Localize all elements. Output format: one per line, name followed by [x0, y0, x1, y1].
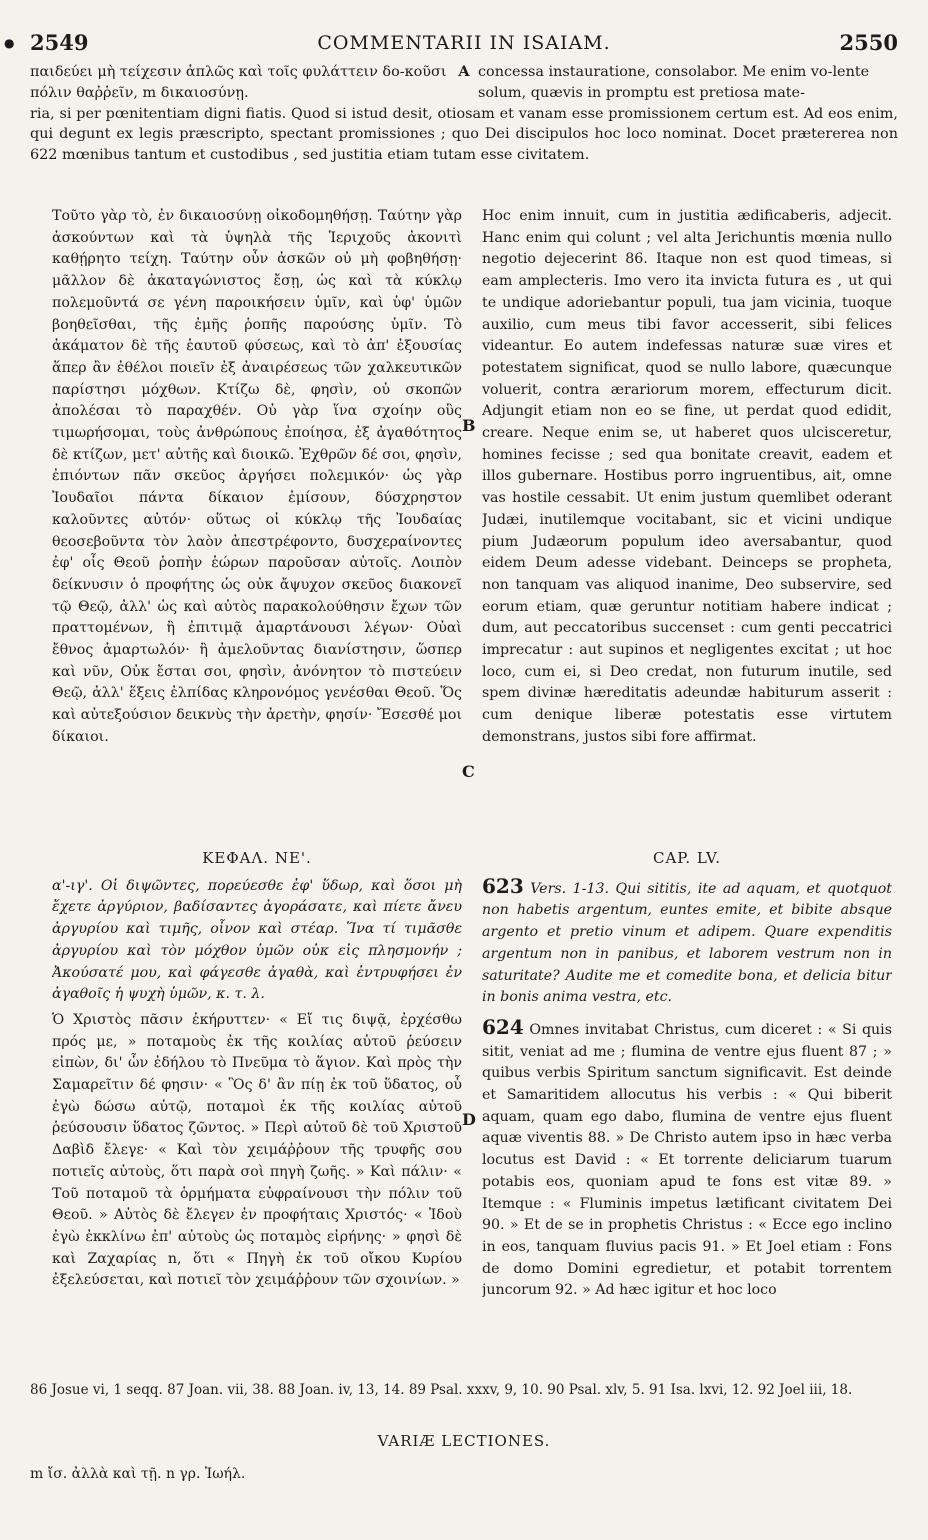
running-header [30, 30, 898, 58]
top-latin-full: ria, si per pœnitentiam digni fiatis. Quod si istud desit, otiosam et vanam esse promissionem certum est. Ad eos enim, qui degunt ex legis præscripto, spectant promissiones ; quo Dei discipulos hoc loco nominat. Docet prætererea non 622 mœnibus tantum et custodibus , sed justitia etiam tutam esse civitatem. [30, 105, 898, 164]
latin-paragraph-1: Hoc enim innuit, cum in justitia ædificaberis, adjecit. Hanc enim qui colunt ; vel alta Jerichuntis mœnia nullo negotio dejecerint 86. Itaque non est quod timeas, si eam amplecteris. Imo vero ita invicta futura es , ut qui te undique adoriebantur populi, tua jam vicinia, tuoque auxilio, cum meus tibi favor accesserit, sibi felices videantur. Eo autem indefessas naturæ suæ vires et potestatem significat, quod se nullo labore, quæcunque voluerit, contra ærariorum morem, effecturum dicit. Adjungit etiam non eo se fine, ut perdat quod edidit, creare. Neque enim se, ut haberet quos ulcisceretur, homines fecisse ; sed qua bonitate creavit, eadem et illos gubernare. Hostibus porro ingruentibus, ait, omne vas hostile cessabit. Ut enim justum quemlibet oderant Judæi, inutilemque vocitabant, sic et vicini undique pium Judæorum populum ideo aversabantur, quod eidem Deum adesse videbant. Deinceps se propheta, non tanquam vas aliquod inanime, Deo subservire, sed eorum etiam, quæ geruntur notitiam habere indicat ; dum, aut peccatoribus succenset : cum genti peccatrici imprecatur : aut supinos et negligentes excitat ; ut hoc loco, cum ei, si Deo credat, non futurum inutile, sed spem divinæ hæreditatis adeundæ habiturum asserit : cum denique liberæ potestatis esse virtutem demonstrans, justos sibi fore affirmat. [482, 208, 892, 745]
running-title: COMMENTARII IN ISAIAM. [317, 32, 611, 54]
top-latin: concessa instauratione, consolabor. Me enim vo-lente solum, quævis in promptu est pretiosa mate- [478, 64, 870, 101]
latin-column-part2 [482, 842, 892, 1372]
greek-paragraph-2: Ὁ Χριστὸς πᾶσιν ἐκήρυττεν· « Εἴ τις διψᾷ, ἐρχέσθω πρός με, » ποταμοὺς ἐκ τῆς κοιλίας αὐτοῦ ῥεύσειν εἰπὼν, δι' ὧν ἐδήλου τὸ Πνεῦμα τὸ ἅγιον. Καὶ πρὸς τὴν Σαμαρεῖτιν δέ φησιν· « Ὃς δ' ἂν πίῃ ἐκ τοῦ ὕδατος, οὗ ἐγὼ δώσω αὐτῷ, ποταμοὶ ἐκ τῆς κοιλίας αὐτοῦ ῥεύσουσιν ὕδατος ζῶντος. » Περὶ αὐτοῦ δὲ τοῦ Χριστοῦ Δαβὶδ ἔλεγε· « Καὶ τὸν χειμάῤῥουν τῆς τρυφῆς σου ποτιεῖς αὐτοὺς, ὅτι παρὰ σοὶ πηγὴ ζωῆς. » Καὶ πάλιν· « Τοῦ ποταμοῦ τὰ ὁρμήματα εὐφραίνουσι τὴν πόλιν τοῦ Θεοῦ. » Αὐτὸς δὲ ἔλεγεν ἐν προφήταις Χριστός· « Ἰδοὺ ἐγὼ ἐκκλίνω ἐπ' αὐτοὺς ὡς ποταμὸς εἰρήνης· » φησὶ δὲ καὶ Ζαχαρίας n, ὅτι « Πηγὴ ἐκ τοῦ οἴκου Κυρίου ἐξελεύσεται, καὶ ποτιεῖ τὸν χειμάῤῥουν τῶν σχοινίων. » [52, 1011, 462, 1289]
top-greek: παιδεύει μὴ τείχεσιν ἁπλῶς καὶ τοῖς φυλάττειν δο-κοῦσι πόλιν θαῤῥεῖν, m δικαιοσύνῃ. [30, 64, 447, 101]
bullet-mark: ● [4, 36, 15, 50]
section-number-623: 623 [482, 873, 524, 898]
margin-letter-a: A [458, 63, 470, 80]
latin-column-part1 [482, 206, 892, 826]
page-number-right: 2550 [839, 30, 898, 55]
latin-paragraph-2 [482, 1014, 892, 1302]
latin-verse-text: Vers. 1-13. Qui sititis, ite ad aquam, et quotquot non habetis argentum, euntes emite, et bibite absque argento et pretio vinum et adipem. Quare expenditis argentum non in panibus, et laborem vestrum non in saturitate? Audite me et comedite bona, et delicia bitur in bonis anima vestra, etc. [482, 880, 892, 1006]
margin-letter-d: D [462, 1110, 476, 1129]
greek-verse-lemma: α'-ιγ'. Οἱ διψῶντες, πορεύεσθε ἐφ' ὕδωρ, καὶ ὅσοι μὴ ἔχετε ἀργύριον, βαδίσαντες ἀγοράσατε, καὶ πίετε ἄνευ ἀργυρίου καὶ τιμῆς, οἶνον καὶ στέαρ. Ἵνα τί τιμᾶσθε ἀργυρίου καὶ τὸν μόχθον ὑμῶν οὐκ εἰς πλησμονήν ; Ἀκούσατέ μου, καὶ φάγεσθε ἀγαθὰ, καὶ ἐντρυφήσει ἐν ἀγαθοῖς ἡ ψυχὴ ὑμῶν, κ. τ. λ. [52, 877, 462, 1003]
latin-verse-lemma [482, 873, 892, 1009]
top-block [30, 62, 898, 166]
latin-paragraph-2-text: Omnes invitabat Christus, cum diceret : « Si quis sitit, veniat ad me ; flumina de ventre ejus fluent 87 ; » quibus verbis Spiritum sanctum significavit. Est deinde et Samaritidem allocutus his verbis : « Qui biberit aquam, quam ego dabo, flumina de ventre ejus fluent aquæ viventis 88. » De Christo autem ipso in hæc verba locutus est David : « Et torrente deliciarum tuarum potabis eos, quoniam apud te fons est vitæ 89. » Itemque : « Fluminis impetus lætificant civitatem Dei 90. » Et de se in prophetis Christus : « Ecce ego inclino in eos, tanquam fluvius pacis 91. » Et Joel etiam : Fons de domo Domini egredietur, et potabit torrentem juncorum 92. » Ad hæc igitur et hoc loco [482, 1021, 892, 1299]
latin-chapter-heading: CAP. LV. [652, 849, 722, 867]
margin-letter-b: B [462, 416, 476, 435]
margin-letter-c: C [462, 762, 475, 781]
variae-lectiones-text: m ἴσ. ἀλλὰ καὶ τῇ. n γρ. Ἰωήλ. [30, 1466, 246, 1482]
greek-chapter-heading: ΚΕΦΑΛ. ΝΕ'. [202, 849, 312, 867]
greek-column-part2 [52, 842, 462, 1372]
greek-paragraph-1: Τοῦτο γὰρ τὸ, ἐν δικαιοσύνῃ οἰκοδομηθήσῃ. Ταύτην γὰρ ἀσκούντων καὶ τὰ ὑψηλὰ τῆς Ἱεριχοῦς ἀκονιτὶ καθῄρητο τείχη. Ταύτην οὖν ἀσκῶν οὐ μὴ φοβηθήσῃ· μᾶλλον δὲ ἀκαταγώνιστος ἔσῃ, ὡς καὶ τὰ κύκλῳ πολεμοῦντά σε γένη παροικήσειν ὑμῖν, καὶ ὑφ' ὑμῶν βοηθεῖσθαι, τῆς ἐμῆς ῥοπῆς παρούσης ὑμῖν. Τὸ ἀκάματον δὲ τῆς ἑαυτοῦ φύσεως, καὶ τὸ ἀπ' ἐξουσίας ἅπερ ἂν ἐθέλοι ποιεῖν ἐξ ἀναιρέσεως τῶν χαλκευτικῶν παρίστησι μόχθων. Κτίζω δὲ, φησὶν, οὐ σκοπῶν ἀπολέσαι τὸ παραχθέν. Οὐ γὰρ ἵνα σχοίην οὓς τιμωρήσομαι, τοὺς ἀνθρώπους ἐποίησα, ἐξ ἀγαθότητος δὲ κτίζων, μετ' αὐτῆς καὶ διοικῶ. Ἐχθρῶν δέ σοι, φησὶν, ἐπιόντων πᾶν σκεῦος ἀργήσει πολεμικόν· ὡς γὰρ Ἰουδαῖοι πάντα δίκαιον ἐμίσουν, δύσχρηστον καλοῦντες αὐτόν· οὕτως οἱ κύκλῳ τῆς Ἰουδαίας θεοσεβοῦντα τὸν λαὸν ἀπεστρέφοντο, δυσχεραίνοντες ἐφ' οἷς Θεοῦ ῥοπὴν ἑώρων παροῦσαν αὐτοῖς. Λοιπὸν δείκνυσιν ὁ προφήτης ὡς οὐκ ἄψυχον σκεῦος διακονεῖ τῷ Θεῷ, ἀλλ' ὡς καὶ αὐτὸς παρακολούθησιν ἔχων τῶν πραττομένων, ἢ ἐπιτιμᾷ ἁμαρτάνουσι λέγων· Οὐαὶ ἔθνος ἁμαρτωλόν· ἢ ἀμελοῦντας διανίστησιν, ὥσπερ καὶ νῦν, Οὐκ ἔσται σοι, φησὶν, ἀνόνητον τὸ πιστεύειν Θεῷ, ἀλλ' ἕξεις ἐλπίδας κληρονόμος γενέσθαι Θεοῦ. Ὅς καὶ αὐτεξούσιον δεικνὺς τὴν ἀρετὴν, φησίν· Ἔσεσθέ μοι δίκαιοι. [52, 208, 462, 745]
page-number-left: 2549 [30, 30, 89, 55]
section-number-624: 624 [482, 1014, 524, 1039]
footnotes: 86 Josue vi, 1 seqq. 87 Joan. vii, 38. 88 Joan. iv, 13, 14. 89 Psal. xxxv, 9, 10. 90 Psal. xlv, 5. 91 Isa. lxvi, 12. 92 Joel iii, 18. [30, 1382, 853, 1398]
greek-column-part1 [52, 206, 462, 864]
variae-lectiones-heading: VARIÆ LECTIONES. [377, 1432, 551, 1450]
